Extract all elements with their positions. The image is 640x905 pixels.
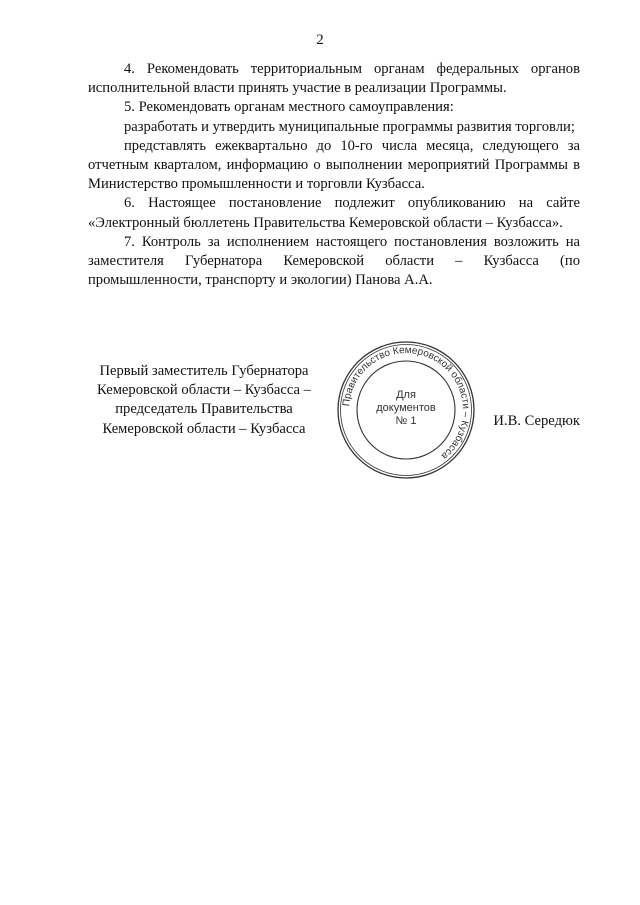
stamp-ring-textpath: Правительство Кемеровской области – Кузбасса xyxy=(341,344,472,462)
signatory-title-line: председатель Правительства xyxy=(115,401,293,418)
signatory-title-line: Первый заместитель Губернатора xyxy=(99,363,309,379)
paragraph-5-item-2: представлять ежеквартально до 10-го числа месяца, следующего за отчетным кварталом, информацию о выполнении мероприятий Программы в Министерство промышленности и торговли Кузбасса. xyxy=(88,137,580,193)
document-body xyxy=(88,60,580,290)
paragraph-4: 4. Рекомендовать территориальным органам федеральных органов исполнительной власти принять участие в реализации Программы. xyxy=(88,61,580,97)
paragraph-7: 7. Контроль за исполнением настоящего постановления возложить на заместителя Губернатора Кемеровской области – Кузбасса (по промышленности, транспорту и экологии) Панова А.А. xyxy=(88,233,580,289)
official-stamp xyxy=(336,340,476,480)
paragraph-5: 5. Рекомендовать органам местного самоуправления: xyxy=(124,99,454,116)
signatory-title-line: Кемеровской области – Кузбасса xyxy=(102,420,306,437)
signatory-title-line: Кемеровской области – Кузбасса – xyxy=(97,382,311,399)
page-number: 2 xyxy=(316,32,324,48)
signatory-name: И.В. Середюк xyxy=(493,413,580,429)
stamp-center-line: Для xyxy=(396,389,416,401)
stamp-center-line: документов xyxy=(376,402,436,414)
paragraph-6: 6. Настоящее постановление подлежит опубликованию на сайте «Электронный бюллетень Правительства Кемеровской области – Кузбасса». xyxy=(88,195,580,231)
stamp-center-line: № 1 xyxy=(395,415,417,427)
paragraph-5-item-1: разработать и утвердить муниципальные программы развития торговли; xyxy=(124,118,575,135)
signatory-title xyxy=(88,362,320,439)
